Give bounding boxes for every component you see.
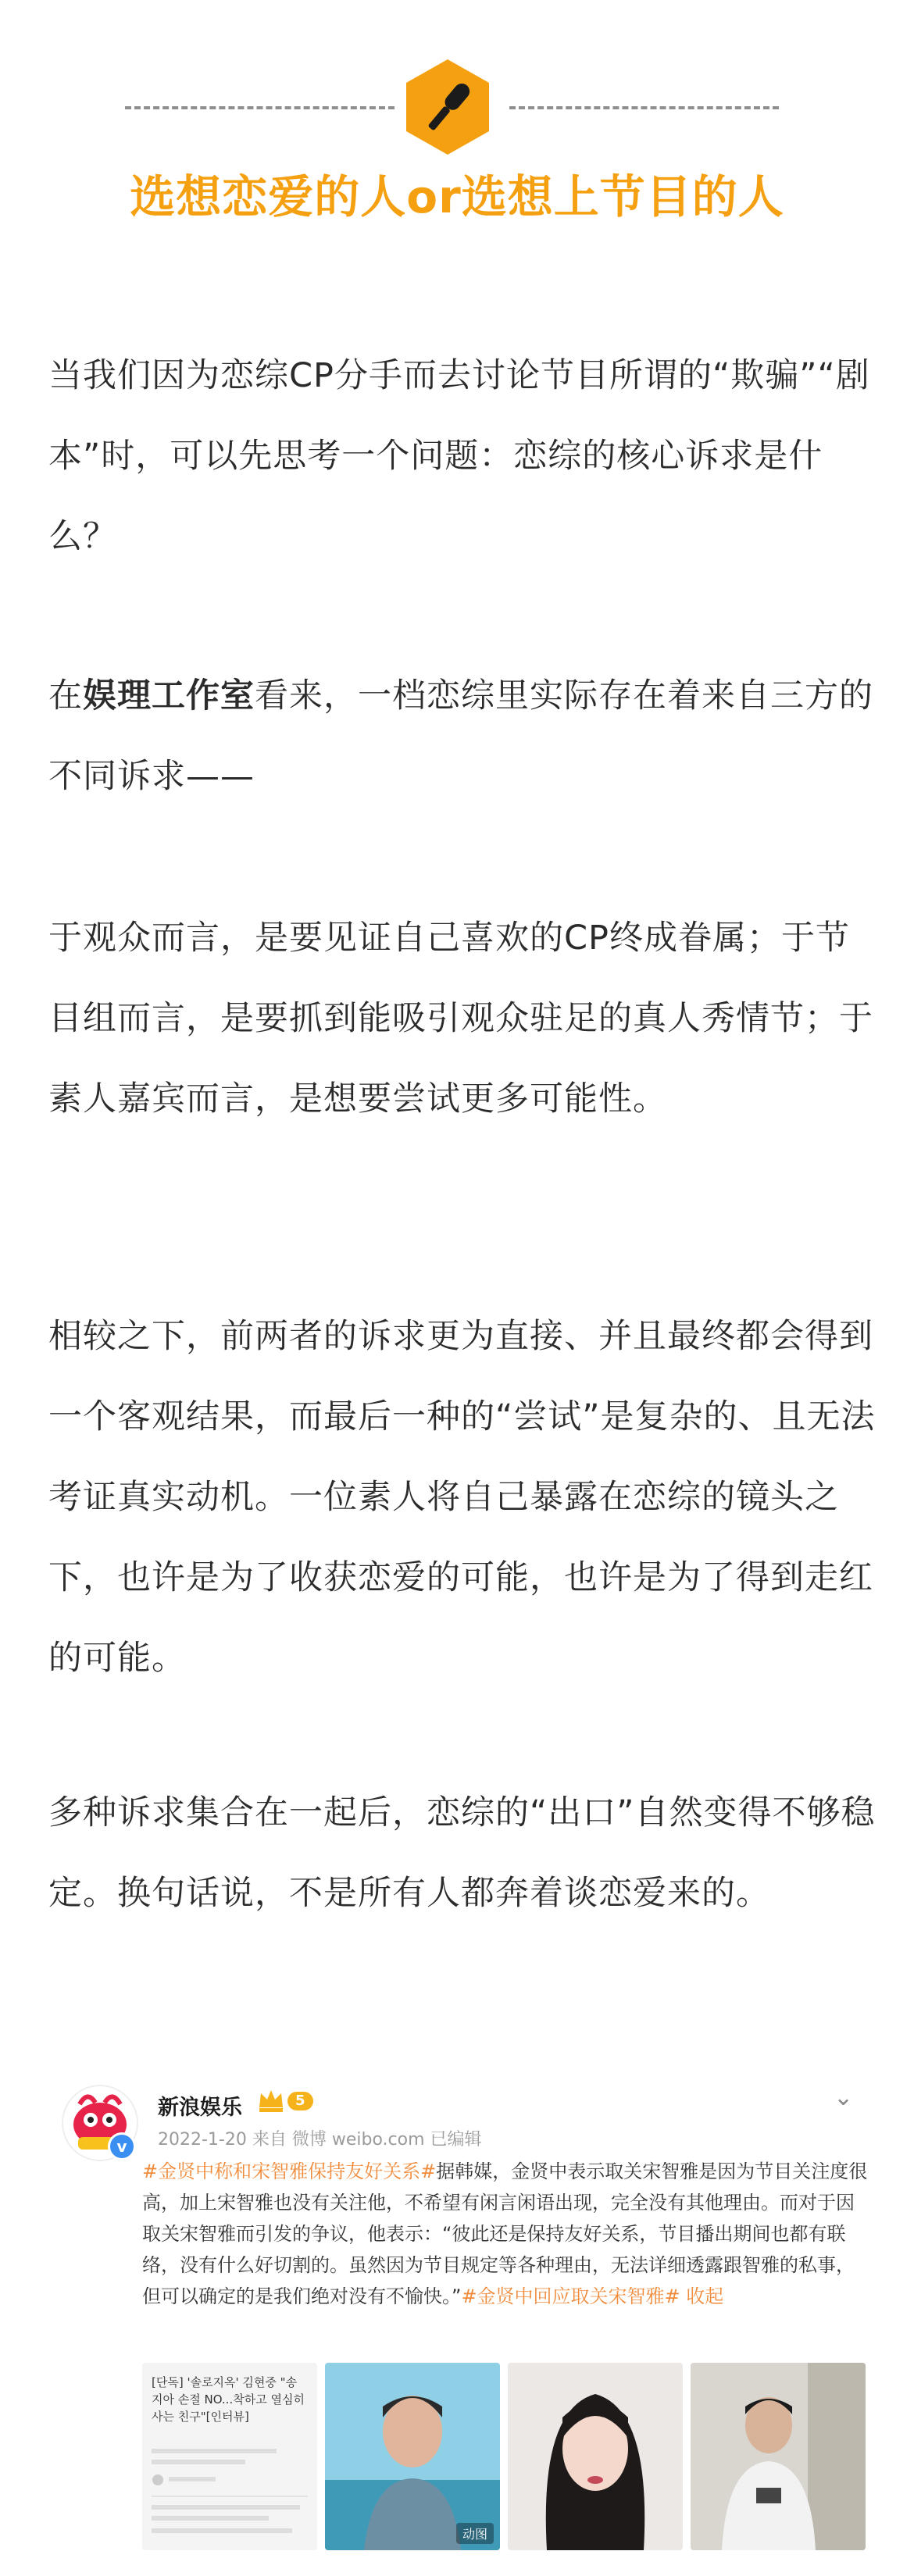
paragraph-1: 当我们因为恋综CP分手而去讨论节目所谓的“欺骗”“剧本”时，可以先思考一个问题：恋综的核心诉求是什么？ [48, 356, 870, 556]
crown-icon [256, 2085, 286, 2115]
username[interactable]: 新浪娱乐 [158, 2096, 242, 2120]
paragraph-2 [48, 656, 877, 817]
section-title: 选想恋爱的人or选想上节目的人 [130, 170, 784, 223]
news-headline: [단독] '솔로지옥' 김현중 "송지아 손절 NO...착하고 열심히 사는 친구"[인터뷰] [152, 2375, 305, 2424]
post-meta: 2022-1-20 来自 微博 weibo.com 已编辑 [158, 2130, 482, 2150]
paragraph-3: 于观众而言，是要见证自己喜欢的CP终成眷属；于节目组而言，是要抓到能吸引观众驻足的真人秀情节；于素人嘉宾而言，是想要尝试更多可能性。 [48, 919, 873, 1119]
verified-badge-icon: v [108, 2132, 136, 2160]
gif-label: 动图 [456, 2523, 494, 2544]
news-screenshot-thumbnail[interactable] [142, 2363, 317, 2550]
hashtag-link-2[interactable]: #金贤中回应取关宋智雅# [461, 2285, 680, 2307]
section-header [0, 0, 914, 258]
microphone-icon [397, 56, 498, 158]
dashed-divider-right [509, 106, 779, 109]
paragraph-2-suffix: 看来，一档恋综里实际存在着来自三方的不同诉求—— [48, 676, 873, 796]
photo-man-beach-thumbnail[interactable] [325, 2363, 500, 2550]
photo-man-mirror-thumbnail[interactable] [691, 2363, 866, 2550]
post-body [142, 2156, 869, 2312]
paragraph-4: 相较之下，前两者的诉求更为直接、并且最终都会得到一个客观结果，而最后一种的“尝试”是复杂的、且无法考证真实动机。一位素人将自己暴露在恋综的镜头之下，也许是为了收获恋爱的可能，也许是为了得到走红的可能。 [48, 1317, 876, 1678]
paragraph-2-prefix: 在 [48, 676, 83, 715]
level-badge: 5 [287, 2092, 313, 2110]
post-text: 据韩媒，金贤中表示取关宋智雅是因为节目关注度很高，加上宋智雅也没有关注他，不希望有闲言闲语出现，完全没有其他理由。而对于因取关宋智雅而引发的争议，他表示：“彼此还是保持友好关系，节目播出期间也都有联络，没有什么好切割的。虽然因为节目规定等各种理由，无法详细透露跟智雅的私事，但可以确定的是我们绝对没有不愉快。” [142, 2160, 868, 2307]
news-lines-decoration [142, 2363, 317, 2550]
paragraph-5: 多种诉求集合在一起后，恋综的“出口”自然变得不够稳定。换句话说，不是所有人都奔着谈恋爱来的。 [48, 1793, 876, 1913]
photo-woman-thumbnail[interactable] [508, 2363, 683, 2550]
dashed-divider-left [125, 106, 395, 109]
hashtag-link[interactable]: #金贤中称和宋智雅保持友好关系# [142, 2160, 437, 2182]
weibo-post-card[interactable] [48, 2070, 877, 2570]
image-grid [142, 2363, 869, 2550]
studio-name: 娱理工作室 [83, 676, 255, 715]
chevron-down-icon[interactable]: ⌄ [834, 2084, 854, 2111]
collapse-link[interactable]: 收起 [686, 2285, 724, 2307]
